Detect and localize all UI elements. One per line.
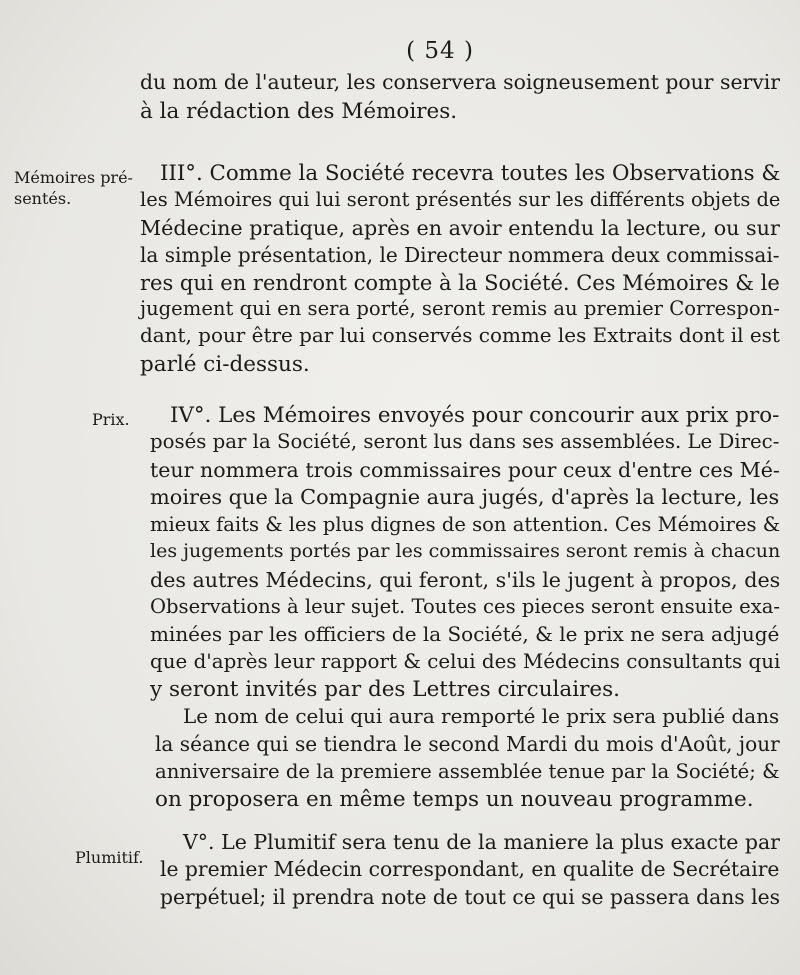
text-line: posés par la Société, seront lus dans ses assemblées. Le Direc- xyxy=(150,430,780,453)
text-line: Observations à leur sujet. Toutes ces pieces seront ensuite exa- xyxy=(150,595,781,618)
text-line: anniversaire de la premiere assemblée tenue par la Société; & xyxy=(155,760,780,783)
text-line: à la rédaction des Mémoires. xyxy=(140,99,458,124)
text-line: III°. Comme la Société recevra toutes les Observations & xyxy=(160,161,781,186)
text-line: la séance qui se tiendra le second Mardi du mois d'Août, jour xyxy=(155,732,780,756)
text-line: teur nommera trois commissaires pour ceux d'entre ces Mé- xyxy=(150,458,780,482)
text-line: perpétuel; il prendra note de tout ce qui se passera dans les xyxy=(160,885,781,909)
text-line: que d'après leur rapport & celui des Médecins consultants qui xyxy=(150,650,781,673)
text-line: y seront invités par des Lettres circulaires. xyxy=(150,677,620,702)
text-line: du nom de l'auteur, les conservera soigneusement pour servir xyxy=(140,70,781,94)
margin-note: Mémoires pré- xyxy=(14,168,133,187)
text-line: on proposera en même temps un nouveau programme. xyxy=(155,787,754,812)
text-line: V°. Le Plumitif sera tenu de la maniere la plus exacte par xyxy=(183,830,780,854)
text-line: dant, pour être par lui conservés comme les Extraits dont il est xyxy=(140,323,780,347)
text-line: mieux faits & les plus dignes de son attention. Ces Mémoires & xyxy=(150,513,781,536)
text-line: Médecine pratique, après en avoir entendu la lecture, ou sur xyxy=(140,216,780,240)
text-line: les Mémoires qui lui seront présentés sur les différents objets de xyxy=(140,188,781,211)
margin-note: sentés. xyxy=(14,189,72,208)
text-line: Le nom de celui qui aura remporté le prix sera publié dans xyxy=(183,704,780,728)
text-line: moires que la Compagnie aura jugés, d'après la lecture, les xyxy=(150,485,780,509)
text-line: parlé ci-dessus. xyxy=(140,352,310,377)
text-line: le premier Médecin correspondant, en qualite de Secrétaire xyxy=(160,857,780,881)
text-line: IV°. Les Mémoires envoyés pour concourir aux prix pro- xyxy=(170,403,780,428)
text-line: des autres Médecins, qui feront, s'ils le jugent à propos, des xyxy=(150,568,781,592)
text-line: minées par les officiers de la Société, & le prix ne sera adjugé xyxy=(150,622,780,646)
margin-note: Plumitif. xyxy=(75,848,144,867)
text-line: la simple présentation, le Directeur nommera deux commissai- xyxy=(140,243,780,267)
margin-note: Prix. xyxy=(92,410,130,429)
text-line: jugement qui en sera porté, seront remis au premier Correspon- xyxy=(140,297,780,320)
page-number: ( 54 ) xyxy=(406,38,474,64)
text-line: les jugements portés par les commissaires seront remis à chacun xyxy=(150,540,781,562)
text-line: res qui en rendront compte à la Société. Ces Mémoires & le xyxy=(140,270,780,295)
